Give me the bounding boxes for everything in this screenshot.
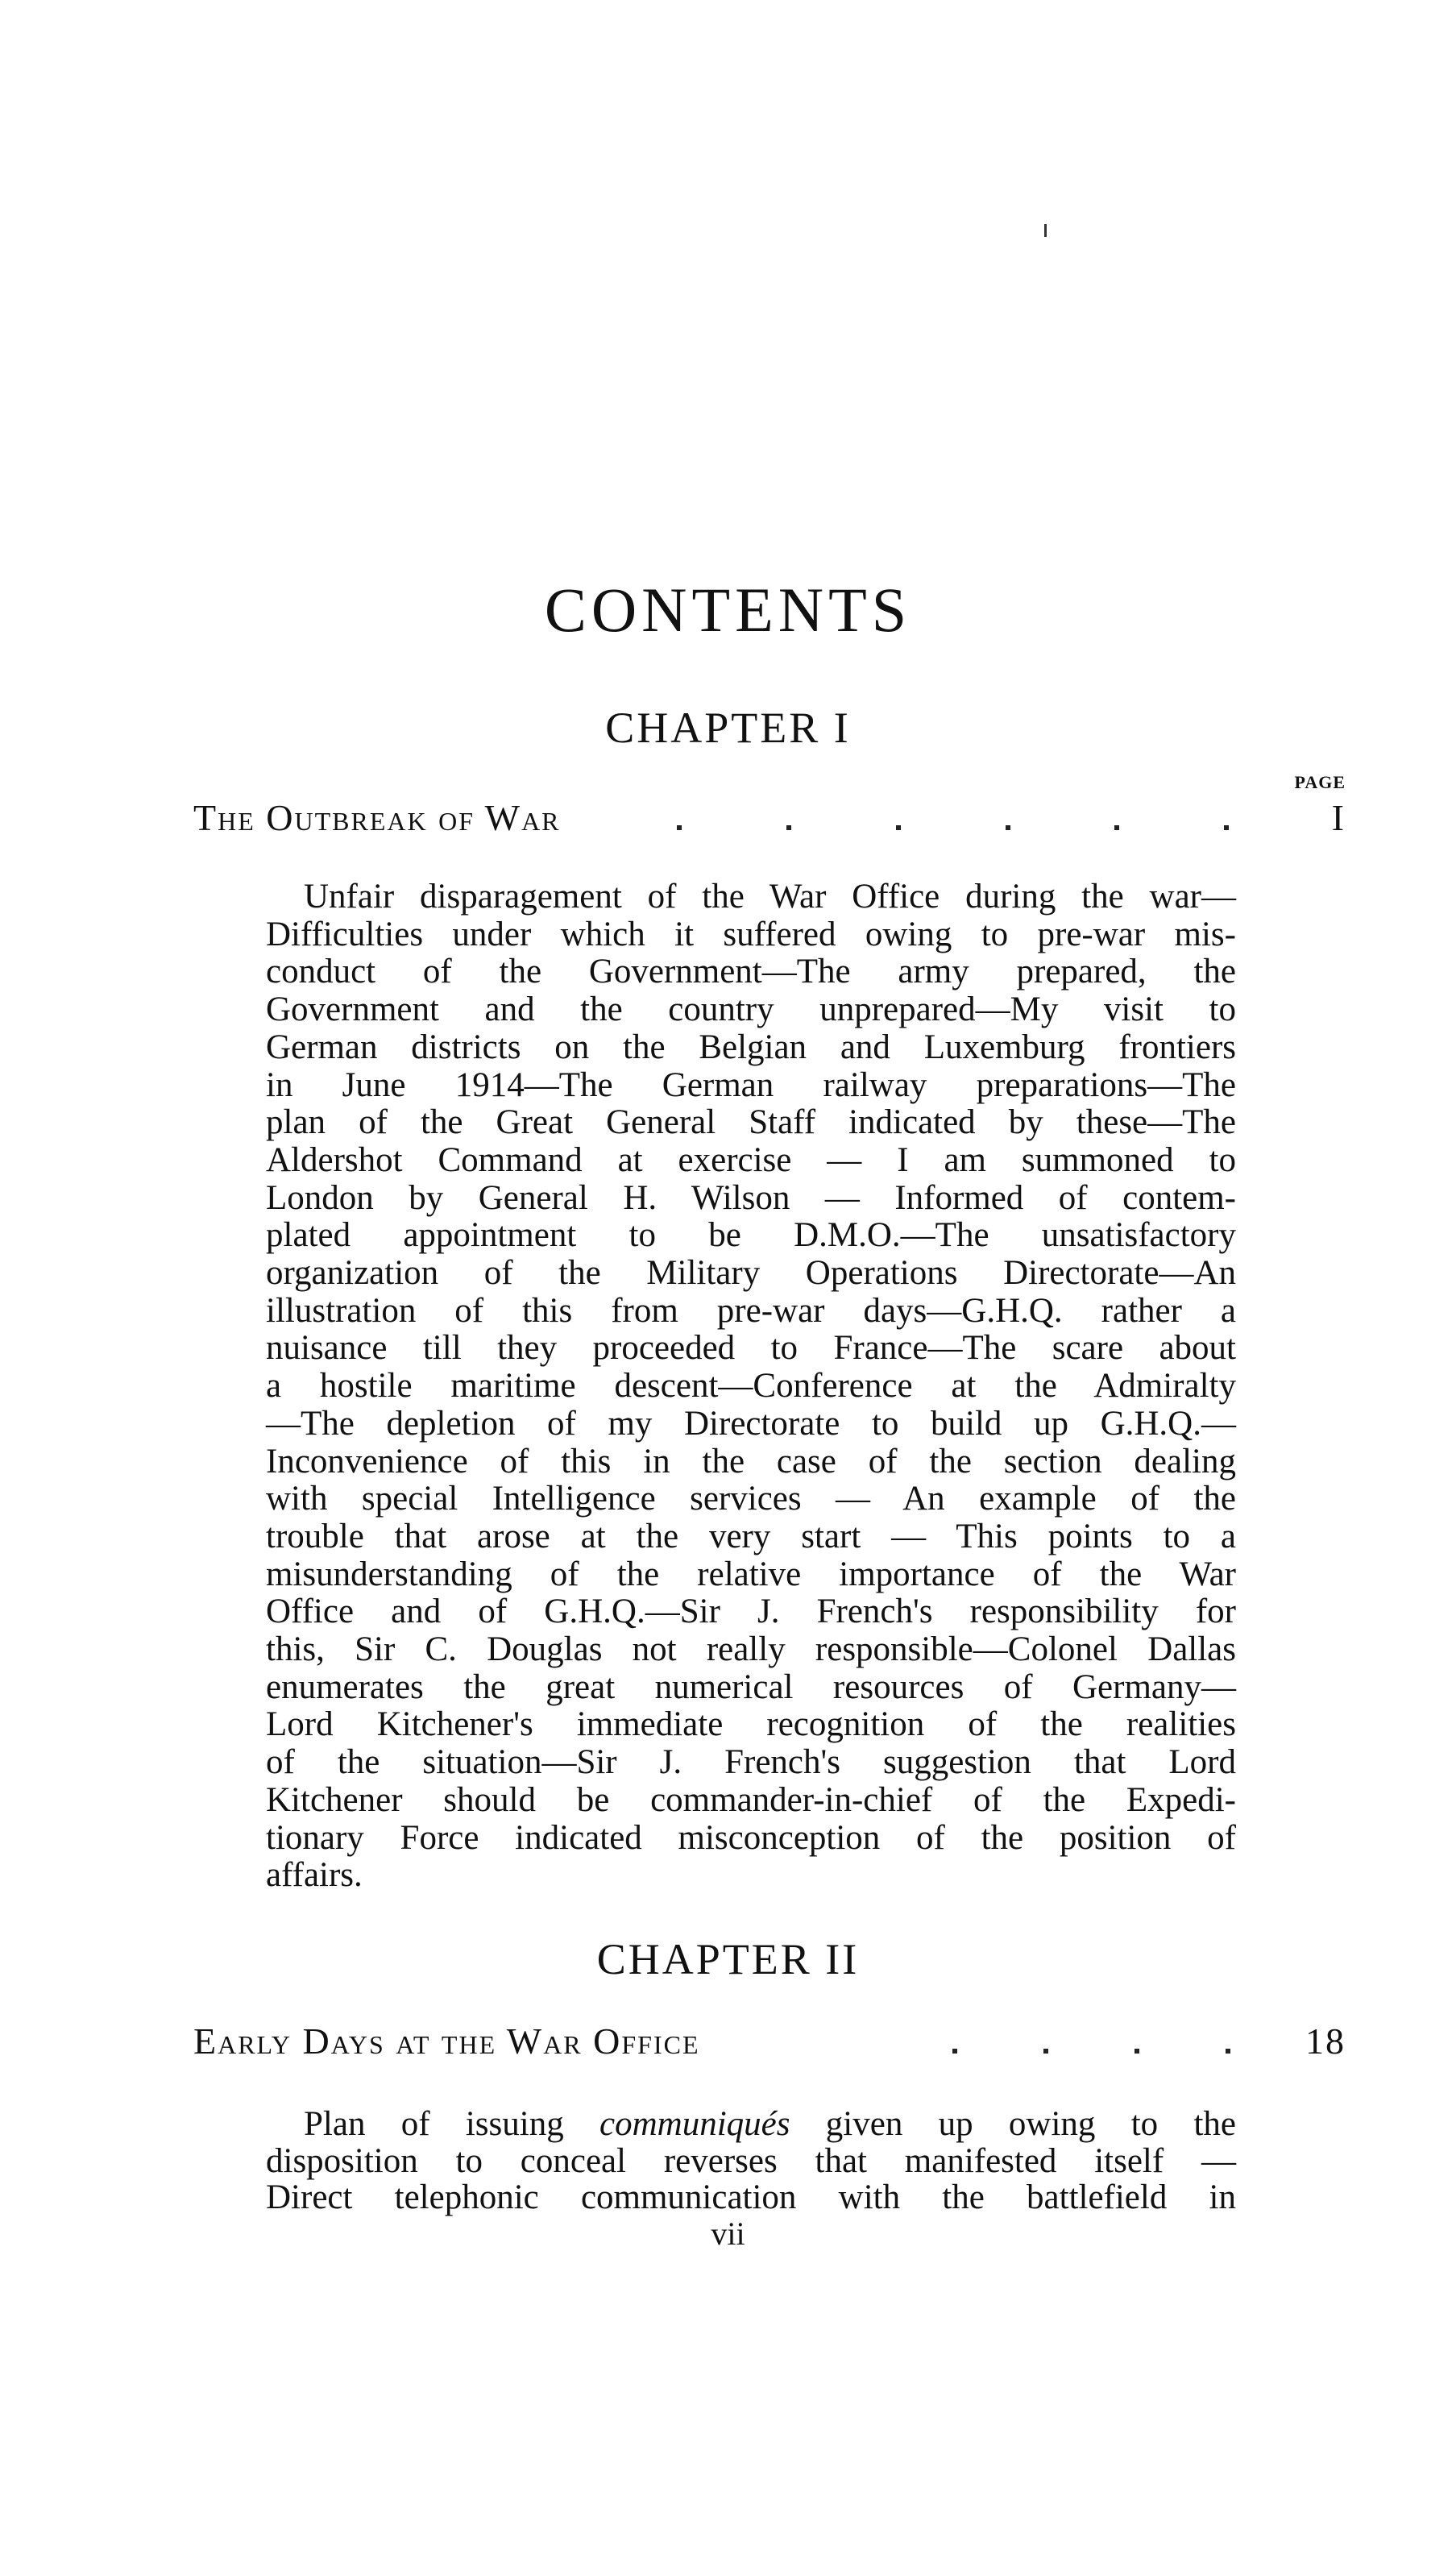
summary-line: enumerates the great numerical resources of Germany—	[266, 1667, 1236, 1706]
summary-line: of the situation—Sir J. French's suggestion that Lord	[266, 1743, 1236, 1782]
summary-italic-term: communiqués	[599, 2105, 790, 2143]
summary-line: misunderstanding of the relative importance of the War	[266, 1555, 1236, 1593]
summary-line: conduct of the Government—The army prepared, the	[266, 953, 1236, 991]
summary-line: Unfair disparagement of the War Office during the war—	[304, 878, 1236, 916]
summary-line: illustration of this from pre-war days—G.H.Q. rather a	[266, 1291, 1236, 1330]
summary-line: this, Sir C. Douglas not really responsible—Colonel Dallas	[266, 1630, 1236, 1668]
summary-line: Office and of G.H.Q.—Sir J. French's responsibility for	[266, 1593, 1236, 1631]
summary-line: Difficulties under which it suffered owing to pre-war mis-	[266, 915, 1236, 953]
summary-line: Aldershot Command at exercise — I am summoned to	[266, 1140, 1236, 1179]
summary-line: Inconvenience of this in the case of the section dealing	[266, 1442, 1236, 1480]
summary-line: Kitchener should be commander-in-chief of the Expedi-	[266, 1780, 1236, 1819]
summary-line: in June 1914—The German railway preparations—The	[266, 1065, 1236, 1104]
page-title: CONTENTS	[544, 575, 912, 645]
summary-line: Government and the country unprepared—My visit to	[266, 990, 1236, 1029]
page-number-folio: vii	[711, 2216, 745, 2252]
page-column-label: PAGE	[1294, 772, 1346, 792]
entry-page-number: 18	[1305, 2020, 1346, 2062]
summary-line: Direct telephonic communication with the battlefield in	[266, 2178, 1236, 2216]
chapter-1-heading: CHAPTER I	[605, 704, 851, 752]
summary-line: a hostile maritime descent—Conference at the Admiralty	[266, 1367, 1236, 1406]
summary-line	[304, 2105, 1236, 2143]
summary-text: Plan of issuing	[304, 2105, 600, 2143]
entry-title: The Outbreak of War	[193, 797, 561, 838]
summary-line: London by General H. Wilson — Informed of contem-	[266, 1178, 1236, 1217]
summary-line: affairs.	[266, 1856, 363, 1895]
entry-title: Early Days at the War Office	[193, 2020, 700, 2062]
dot-leader	[561, 825, 1313, 830]
toc-entry-chapter-1[interactable]	[193, 796, 1346, 841]
summary-line: disposition to conceal reverses that manifested itself —	[266, 2142, 1236, 2180]
summary-line: nuisance till they proceeded to France—The scare about	[266, 1329, 1236, 1368]
summary-line: organization of the Military Operations Directorate—An	[266, 1254, 1236, 1292]
summary-line: German districts on the Belgian and Luxemburg frontiers	[266, 1028, 1236, 1066]
summary-line: tionary Force indicated misconception of the position of	[266, 1818, 1236, 1857]
summary-line: with special Intelligence services — An example of the	[266, 1480, 1236, 1518]
dot-leader	[700, 2049, 1305, 2054]
chapter-2-heading: CHAPTER II	[596, 1935, 860, 1983]
summary-line: plan of the Great General Staff indicated by these—The	[266, 1103, 1236, 1142]
stray-print-mark	[1044, 224, 1047, 237]
summary-line: —The depletion of my Directorate to build up G.H.Q.—	[266, 1404, 1236, 1443]
toc-entry-chapter-2[interactable]	[193, 2020, 1346, 2065]
summary-line: trouble that arose at the very start — This points to a	[266, 1517, 1236, 1555]
summary-text: given up owing to the	[790, 2105, 1236, 2143]
entry-page-number: I	[1331, 797, 1346, 838]
summary-line: plated appointment to be D.M.O.—The unsatisfactory	[266, 1216, 1236, 1255]
summary-line: Lord Kitchener's immediate recognition of the realities	[266, 1705, 1236, 1744]
